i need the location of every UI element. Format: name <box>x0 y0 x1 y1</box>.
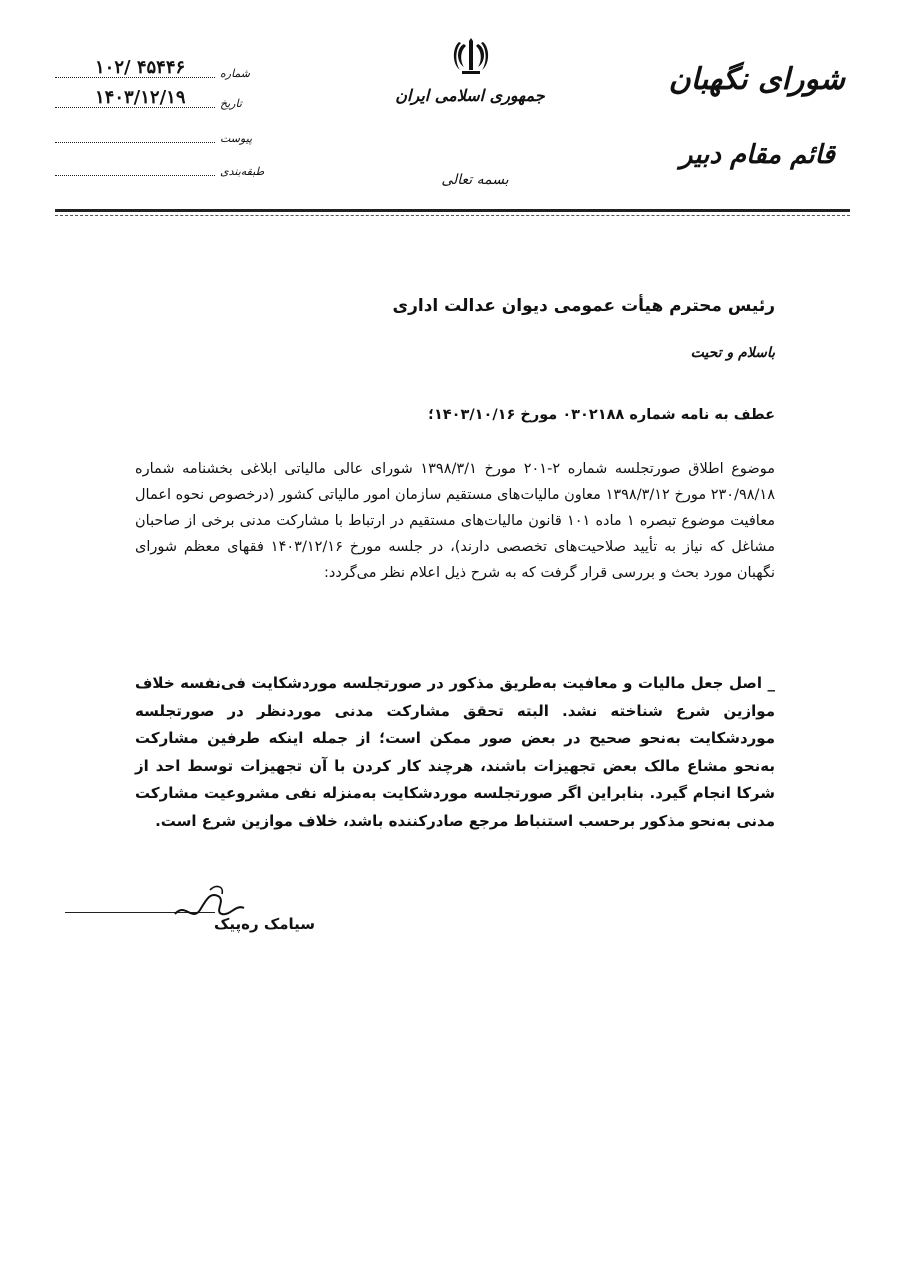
letter-number-row <box>55 57 251 82</box>
signatory-name: سیامک ره‌پیک <box>214 915 315 933</box>
header-divider <box>55 209 850 212</box>
republic-title: جمهوری اسلامی ایران <box>395 86 545 105</box>
attachment-row <box>55 125 253 147</box>
letter-date-row <box>55 87 245 112</box>
header-divider-thin <box>55 215 850 216</box>
opinion-text: _ اصل جعل مالیات و معافیت به‌طریق مذکور در صورتجلسه موردشکایت فی‌نفسه خلاف موازین شرع شناخته نشد. البته تحقق مشارکت مدنی موردنظر در صورتجلسه موردشکایت به‌نحو صحیح در بعض صور ممکن است؛ از جمله اینکه طرفین مشارکت به‌نحو مشاع مالک بعض تجهیزات باشند، هرچند کار کردن با آن تجهیزات توسط احد از شرکا انجام گیرد. بنابراین اگر صورتجلسه موردشکایت به‌منزله نفی مشروعیت مشارکت مدنی به‌نحو مذکور برحسب استنباط مرجع صادرکننده باشد، خلاف موازین شرع است. <box>135 674 775 830</box>
letter-date: ۱۴۰۳/۱۲/۱۹ <box>95 87 186 108</box>
letter-number: ۱۰۲/ ۴۵۴۴۶ <box>95 57 186 78</box>
reference-line: عطف به نامه شماره ۰۳۰۲۱۸۸ مورخ ۱۴۰۳/۱۰/۱۶؛ <box>428 407 775 423</box>
deputy-title: قائم مقام دبیر <box>679 140 835 170</box>
letter-date-label: تاریخ <box>220 97 242 110</box>
body-paragraph <box>135 456 775 586</box>
opinion-paragraph <box>135 670 775 835</box>
national-emblem-icon <box>450 34 492 76</box>
addressee: رئیس محترم هیأت عمومی دیوان عدالت اداری <box>392 296 775 316</box>
classification-label: طبقه‌بندی <box>220 165 265 178</box>
basmala: بسمه تعالی <box>441 172 509 188</box>
letter-number-label: شماره <box>220 67 251 80</box>
council-logotype: شورای نگهبان <box>668 62 845 97</box>
body-text: موضوع اطلاق صورتجلسه شماره ۲-۲۰۱ مورخ ۱۳۹۸/۳/۱ شورای عالی مالیاتی ابلاغی بخشنامه شماره ۲۳۰/۹۸/۱۸ مورخ ۱۳۹۸/۳/۱۲ معاون مالیات‌های مستقیم سازمان امور مالیاتی کشور (درخصوص نحوه اعمال معافیت موضوع تبصره ۱ ماده ۱۰۱ قانون مالیات‌های مستقیم در ارتباط با مشارکت مدنی برخی از صاحبان مشاغل که نیاز به تأیید صلاحیت‌های تخصصی دارند)، در جلسه مورخ ۱۴۰۳/۱۲/۱۶ فقهای معظم شورای نگهبان مورد بحث و بررسی قرار گرفت که به شرح ذیل اعلام نظر می‌گردد: <box>135 461 776 581</box>
classification-row <box>55 158 265 180</box>
greeting: باسلام و تحیت <box>690 345 775 361</box>
attachment-label: پیوست <box>220 132 253 145</box>
